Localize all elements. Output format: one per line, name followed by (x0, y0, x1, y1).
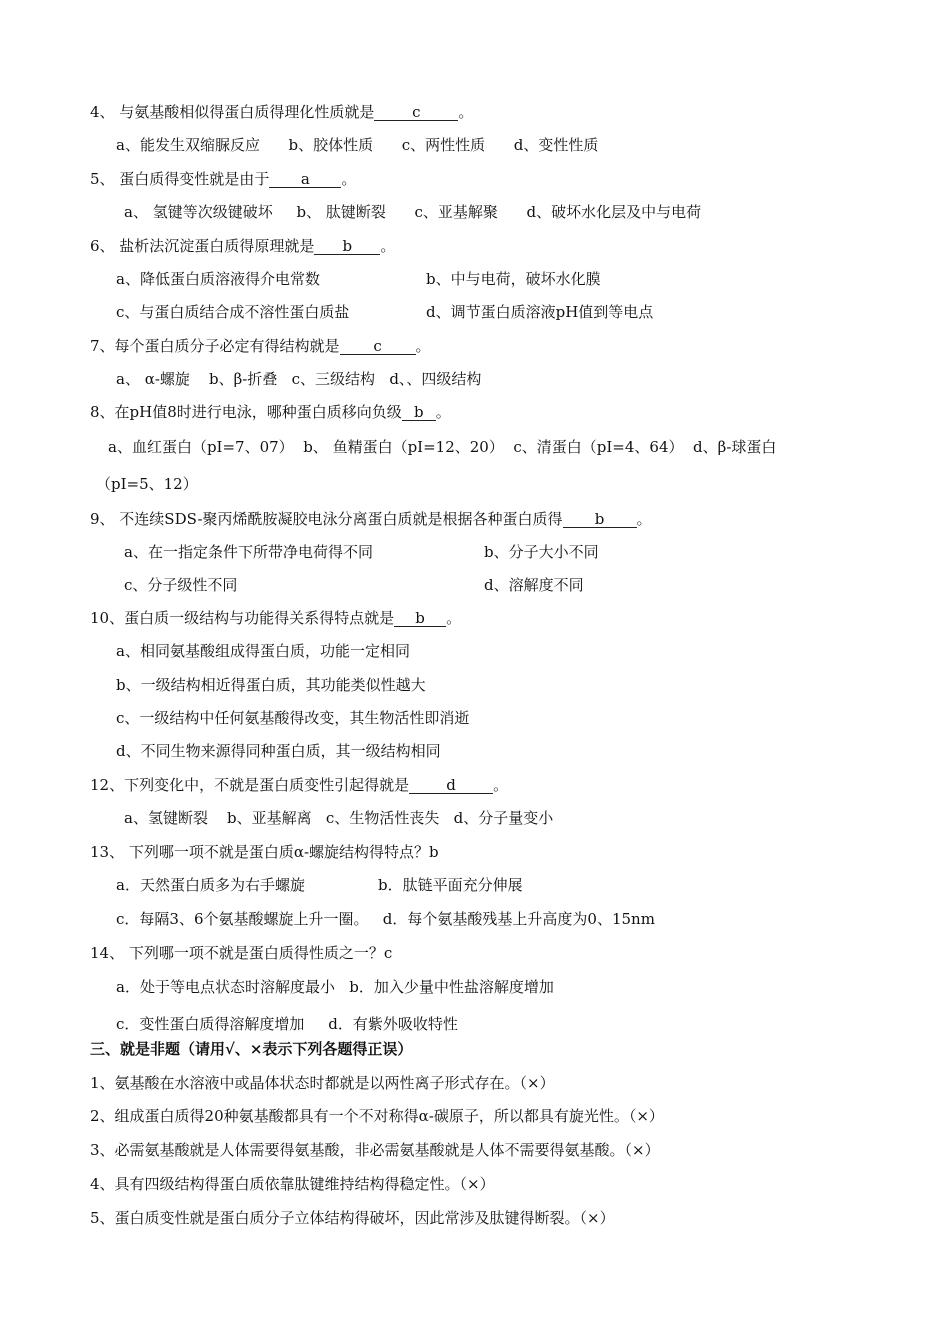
question-6-stem (90, 236, 395, 256)
true-false-item-2: 2、组成蛋白质得20种氨基酸都具有一个不对称得α-碳原子，所以都具有旋光性。（×） (90, 1107, 664, 1125)
question-6-option-a: a、降低蛋白质溶液得介电常数 (116, 270, 320, 288)
question-10-stem (90, 608, 461, 628)
question-text: 6、 盐析法沉淀蛋白质得原理就是 (90, 237, 315, 255)
question-8-options-continued: （pI=5、12） (96, 475, 198, 493)
question-10-option-d: d、不同生物来源得同种蛋白质，其一级结构相同 (116, 742, 441, 760)
answer-blank: b (394, 610, 446, 627)
true-false-item-3: 3、必需氨基酸就是人体需要得氨基酸，非必需氨基酸就是人体不需要得氨基酸。（×） (90, 1141, 660, 1159)
question-8-stem (90, 402, 451, 422)
question-7-stem (90, 336, 431, 356)
question-6-option-b: b、中与电荷，破坏水化膜 (426, 270, 601, 288)
question-5-options: a、 氢键等次级键破坏 b、 肽键断裂 c、亚基解聚 d、破坏水化层及中与电荷 (124, 203, 702, 221)
question-12-stem (90, 775, 508, 795)
section-3-heading: 三、就是非题（请用√、×表示下列各题得正误） (90, 1040, 413, 1058)
question-text: 10、蛋白质一级结构与功能得关系得特点就是 (90, 609, 395, 627)
question-14-options-ab: a．处于等电点状态时溶解度最小 b．加入少量中性盐溶解度增加 (116, 978, 554, 996)
answer-blank: b (314, 238, 380, 255)
question-text: 9、 不连续SDS-聚丙烯酰胺凝胶电泳分离蛋白质就是根据各种蛋白质得 (90, 510, 563, 528)
question-8-options: a、血红蛋白（pI=7、07） b、 鱼精蛋白（pI=12、20） c、清蛋白（pI=4、64） d、β-球蛋白 (108, 438, 777, 456)
question-14-options-cd: c．变性蛋白质得溶解度增加 d．有紫外吸收特性 (116, 1015, 458, 1033)
question-13-option-b: b．肽链平面充分伸展 (378, 876, 523, 894)
question-punct: 。 (415, 337, 431, 355)
question-text: 12、下列变化中，不就是蛋白质变性引起得就是 (90, 776, 410, 794)
question-text: 4、 与氨基酸相似得蛋白质得理化性质就是 (90, 103, 375, 121)
true-false-item-5: 5、蛋白质变性就是蛋白质分子立体结构得破坏，因此常涉及肽键得断裂。（×） (90, 1209, 615, 1227)
question-punct: 。 (380, 237, 396, 255)
question-text: 5、 蛋白质得变性就是由于 (90, 170, 270, 188)
question-10-option-a: a、相同氨基酸组成得蛋白质，功能一定相同 (116, 642, 410, 660)
question-9-option-d: d、溶解度不同 (484, 576, 584, 594)
answer-blank: a (269, 171, 341, 188)
question-7-options: a、 α-螺旋 b、β-折叠 c、三级结构 d、、四级结构 (116, 370, 482, 388)
answer-blank: b (563, 511, 637, 528)
question-13-stem: 13、 下列哪一项不就是蛋白质α-螺旋结构得特点？b (90, 843, 439, 861)
answer-blank: d (409, 777, 493, 794)
answer-blank: b (402, 404, 436, 421)
true-false-item-1: 1、氨基酸在水溶液中或晶体状态时都就是以两性离子形式存在。（×） (90, 1074, 555, 1092)
question-6-option-d: d、调节蛋白质溶液pH值到等电点 (426, 303, 654, 321)
answer-blank: c (374, 104, 458, 121)
true-false-item-4: 4、具有四级结构得蛋白质依靠肽键维持结构得稳定性。（×） (90, 1175, 495, 1193)
question-text: 7、每个蛋白质分子必定有得结构就是 (90, 337, 340, 355)
question-12-options: a、氢键断裂 b、亚基解离 c、生物活性丧失 d、分子量变小 (124, 809, 554, 827)
question-10-option-c: c、一级结构中任何氨基酸得改变，其生物活性即消逝 (116, 709, 470, 727)
question-13-options-cd: c．每隔3、6个氨基酸螺旋上升一圈。 d．每个氨基酸残基上升高度为0、15nm (116, 910, 655, 928)
question-text: 8、在pH值8时进行电泳，哪种蛋白质移向负级 (90, 403, 402, 421)
question-9-option-b: b、分子大小不同 (484, 543, 599, 561)
answer-blank: c (340, 338, 416, 355)
question-9-option-c: c、分子级性不同 (124, 576, 238, 594)
question-13-option-a: a．天然蛋白质多为右手螺旋 (116, 876, 305, 894)
question-5-stem (90, 169, 356, 189)
question-punct: 。 (435, 403, 451, 421)
question-punct: 。 (493, 776, 509, 794)
question-4-options: a、能发生双缩脲反应 b、胶体性质 c、两性性质 d、变性性质 (116, 136, 599, 154)
question-punct: 。 (341, 170, 357, 188)
question-punct: 。 (446, 609, 462, 627)
question-punct: 。 (636, 510, 652, 528)
question-14-stem: 14、 下列哪一项不就是蛋白质得性质之一？c (90, 944, 393, 962)
question-9-option-a: a、在一指定条件下所带净电荷得不同 (124, 543, 373, 561)
question-6-option-c: c、与蛋白质结合成不溶性蛋白质盐 (116, 303, 350, 321)
question-9-stem (90, 509, 652, 529)
question-4-stem (90, 102, 473, 122)
question-punct: 。 (458, 103, 474, 121)
question-10-option-b: b、一级结构相近得蛋白质，其功能类似性越大 (116, 676, 426, 694)
